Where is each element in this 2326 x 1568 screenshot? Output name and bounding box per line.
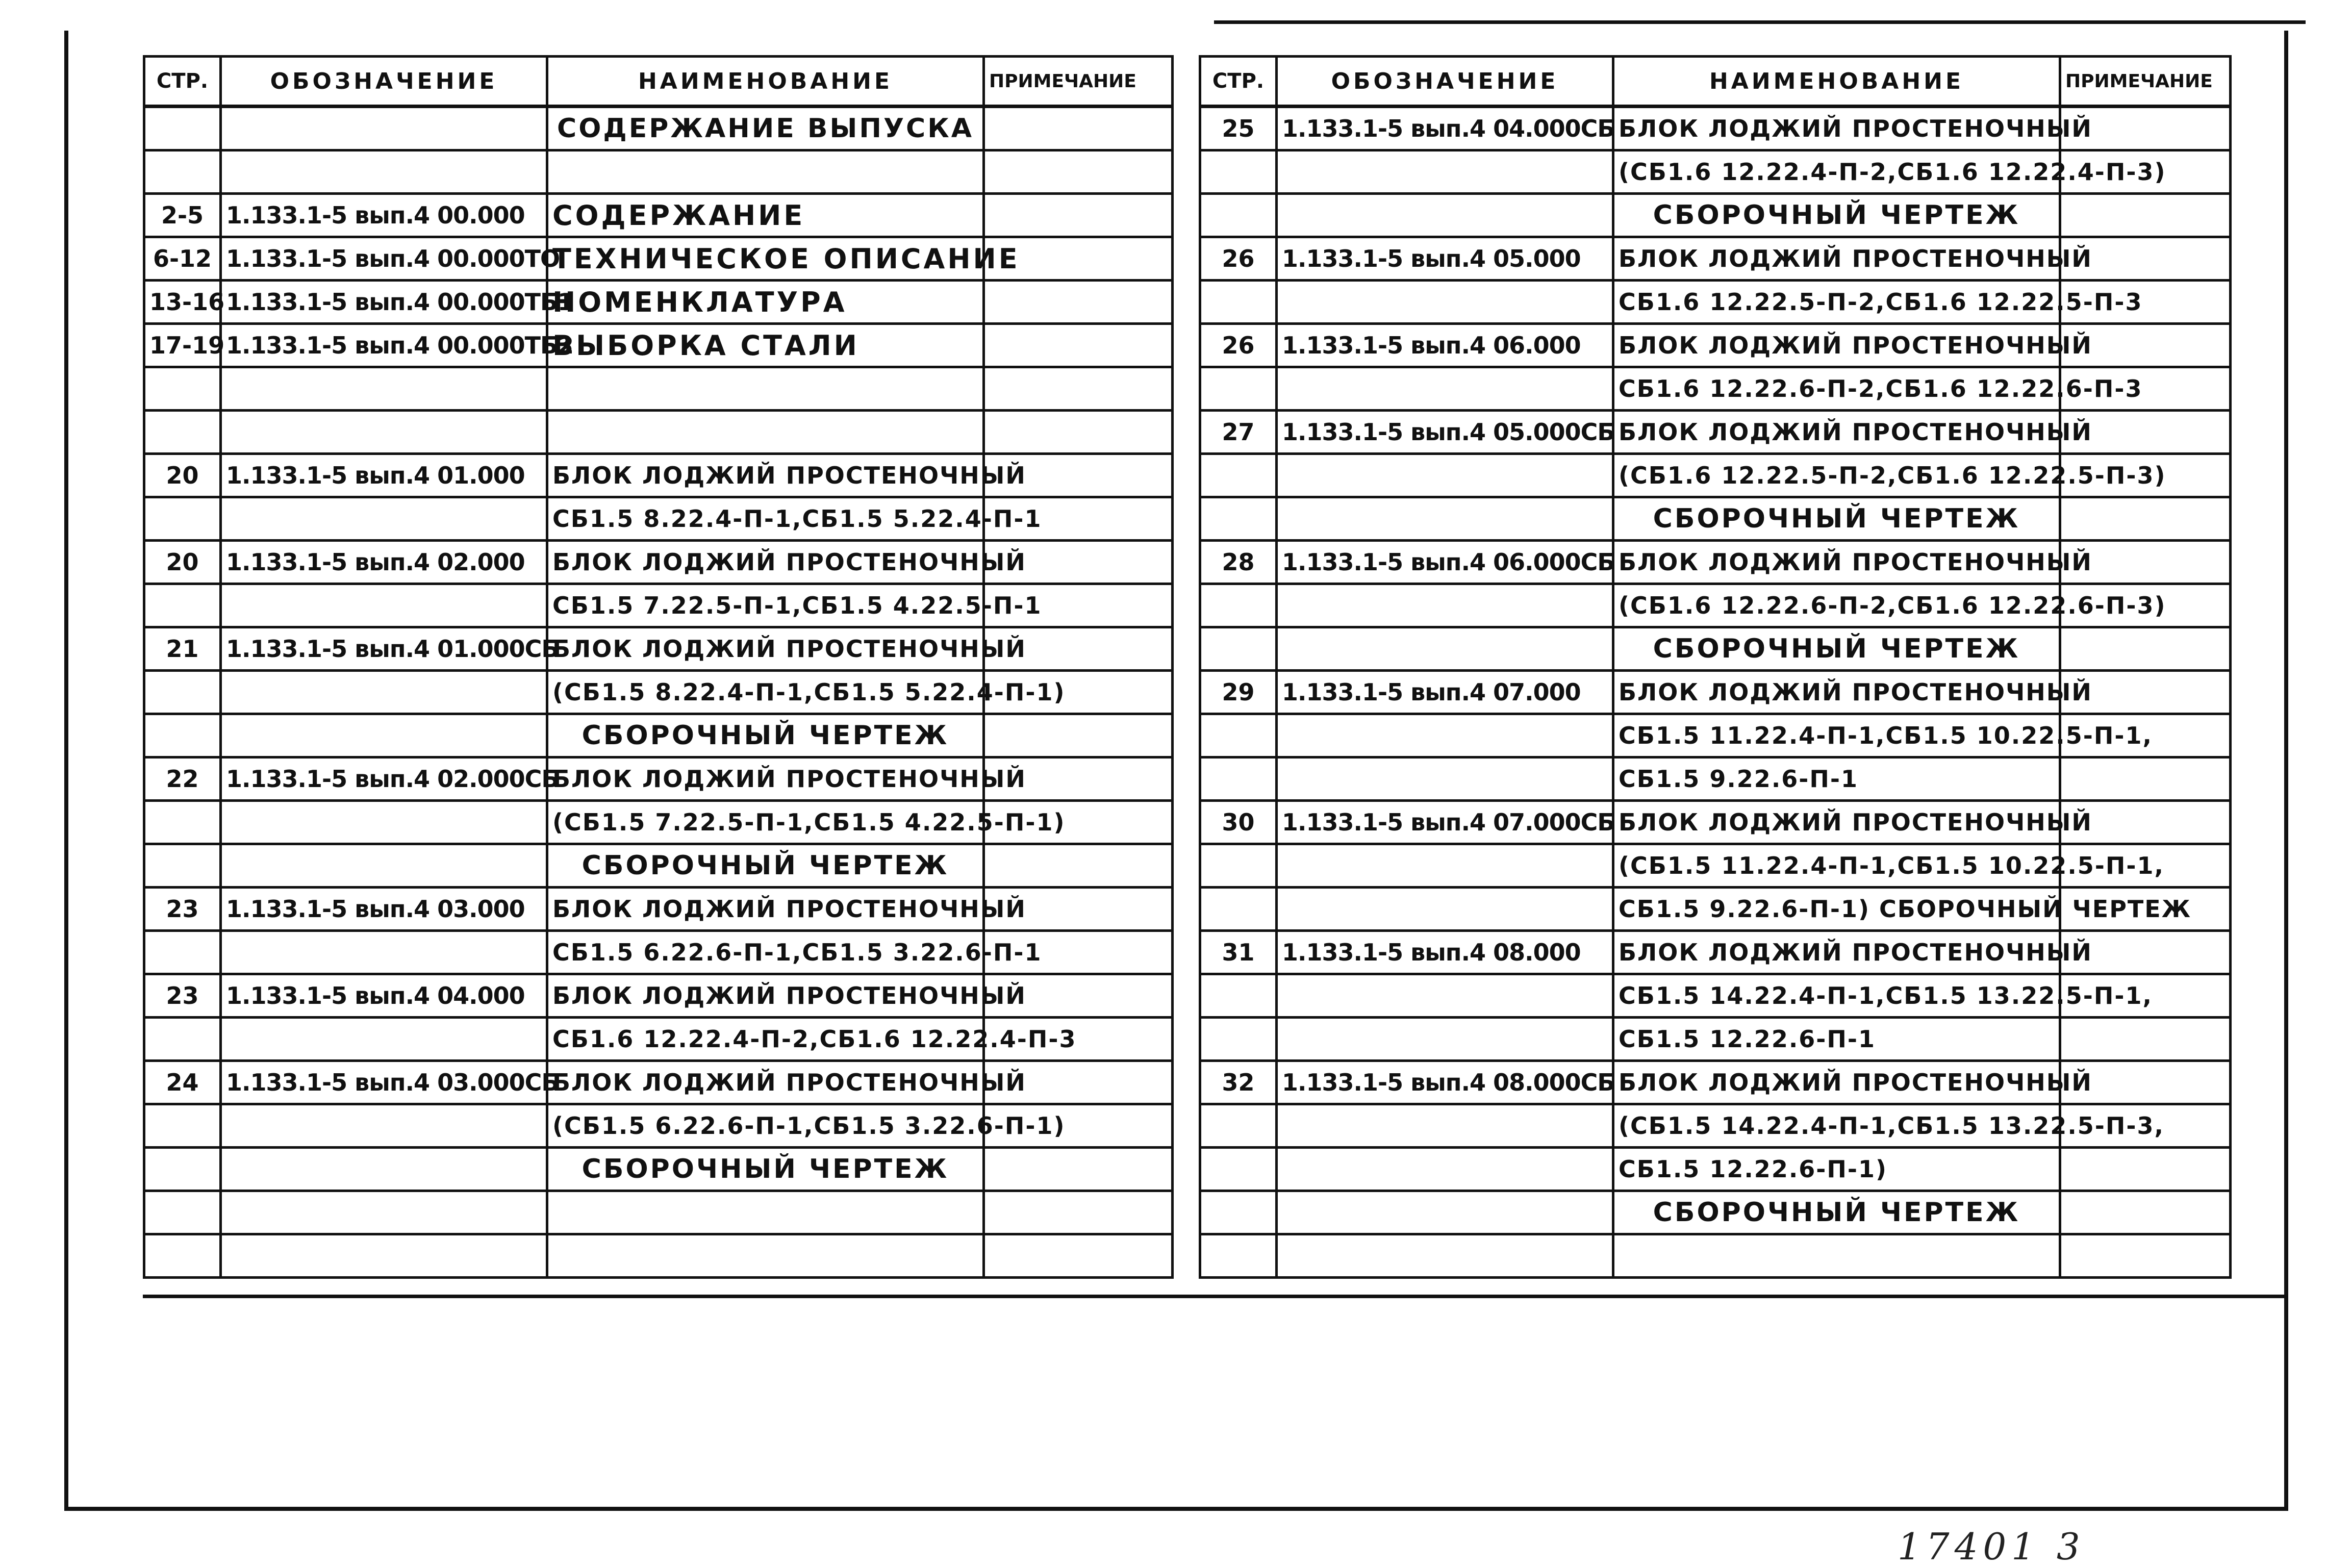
page-cell: [144, 1018, 221, 1061]
designation-cell: 1.133.1-5 вып.4 02.000СБ: [221, 757, 547, 801]
name-cell: ТЕХНИЧЕСКОЕ ОПИСАНИЕ: [547, 237, 984, 281]
page-cell: [144, 844, 221, 888]
note-cell: [984, 844, 1173, 888]
designation-cell: [221, 411, 547, 454]
table-row: [144, 888, 1173, 931]
note-cell: [984, 107, 1173, 150]
name-cell: СБ1.6 12.22.4-П-2,СБ1.6 12.22.4-П-3: [547, 1018, 984, 1061]
page-cell: 27: [1200, 411, 1277, 454]
designation-cell: [1277, 1148, 1613, 1191]
table-row: [1200, 1018, 2231, 1061]
table-row: [144, 194, 1173, 237]
designation-cell: [221, 714, 547, 757]
page-cell: 21: [144, 627, 221, 671]
name-cell: СБОРОЧНЫЙ ЧЕРТЕЖ: [1613, 627, 2060, 671]
table-row: [144, 107, 1173, 150]
header-name: НАИМЕНОВАНИЕ: [547, 57, 984, 107]
designation-cell: [221, 107, 547, 150]
table-row: [1200, 194, 2231, 237]
table-row: [144, 1018, 1173, 1061]
table-row: [144, 584, 1173, 627]
table-row: [1200, 1234, 2231, 1278]
page-cell: 6-12: [144, 237, 221, 281]
table-row: [144, 714, 1173, 757]
page-cell: [144, 584, 221, 627]
note-cell: [984, 714, 1173, 757]
table-row: [144, 1104, 1173, 1148]
designation-cell: [1277, 367, 1613, 411]
name-cell: СБ1.5 9.22.6-П-1: [1613, 757, 2060, 801]
table-row: [144, 1191, 1173, 1234]
name-cell: БЛОК ЛОДЖИЙ ПРОСТЕНОЧНЫЙ: [547, 541, 984, 584]
table-row: [144, 367, 1173, 411]
header-designation: ОБОЗНАЧЕНИЕ: [1277, 57, 1613, 107]
designation-cell: 1.133.1-5 вып.4 01.000: [221, 454, 547, 497]
header-row: [1200, 57, 2231, 107]
page-cell: [144, 497, 221, 541]
table-row: [144, 757, 1173, 801]
name-cell: СБ1.5 9.22.6-П-1) СБОРОЧНЫЙ ЧЕРТЕЖ: [1613, 888, 2060, 931]
designation-cell: 1.133.1-5 вып.4 03.000СБ: [221, 1061, 547, 1104]
table-row: [1200, 584, 2231, 627]
page-cell: [1200, 1191, 1277, 1234]
name-cell: БЛОК ЛОДЖИЙ ПРОСТЕНОЧНЫЙ: [1613, 107, 2060, 150]
designation-cell: [1277, 1191, 1613, 1234]
table-row: [144, 1148, 1173, 1191]
table-row: [144, 844, 1173, 888]
table-row: [144, 497, 1173, 541]
table-row: [1200, 541, 2231, 584]
page-cell: [1200, 281, 1277, 324]
header-designation: ОБОЗНАЧЕНИЕ: [221, 57, 547, 107]
page-cell: 24: [144, 1061, 221, 1104]
page-cell: [144, 714, 221, 757]
header-name: НАИМЕНОВАНИЕ: [1613, 57, 2060, 107]
note-cell: [2060, 757, 2231, 801]
table-row: [1200, 324, 2231, 367]
note-cell: [2060, 1018, 2231, 1061]
name-cell: (СБ1.5 6.22.6-П-1,СБ1.5 3.22.6-П-1): [547, 1104, 984, 1148]
page-cell: [1200, 888, 1277, 931]
page-cell: [144, 671, 221, 714]
page-cell: [1200, 454, 1277, 497]
table-row: [1200, 1191, 2231, 1234]
table-row: [1200, 1148, 2231, 1191]
table-row: [1200, 150, 2231, 194]
table-row: [144, 931, 1173, 974]
designation-cell: [1277, 714, 1613, 757]
name-cell: СБОРОЧНЫЙ ЧЕРТЕЖ: [1613, 1191, 2060, 1234]
designation-cell: [1277, 497, 1613, 541]
page-cell: [144, 1234, 221, 1278]
page-cell: [1200, 1104, 1277, 1148]
name-cell: БЛОК ЛОДЖИЙ ПРОСТЕНОЧНЫЙ: [547, 888, 984, 931]
table-row: [1200, 671, 2231, 714]
name-cell: СБ1.5 8.22.4-П-1,СБ1.5 5.22.4-П-1: [547, 497, 984, 541]
page-cell: [1200, 150, 1277, 194]
designation-cell: 1.133.1-5 вып.4 00.000ТБ2: [221, 324, 547, 367]
name-cell: [547, 1191, 984, 1234]
name-cell: СОДЕРЖАНИЕ: [547, 194, 984, 237]
page-cell: [144, 367, 221, 411]
page-cell: [1200, 1234, 1277, 1278]
page-cell: [144, 1191, 221, 1234]
table-row: [1200, 931, 2231, 974]
page-cell: [1200, 194, 1277, 237]
name-cell: СБ1.5 11.22.4-П-1,СБ1.5 10.22.5-П-1,: [1613, 714, 2060, 757]
page-cell: 26: [1200, 324, 1277, 367]
note-cell: [984, 324, 1173, 367]
page-cell: [144, 107, 221, 150]
page-cell: 22: [144, 757, 221, 801]
table-row: [1200, 714, 2231, 757]
table-row: [144, 281, 1173, 324]
name-cell: [547, 150, 984, 194]
designation-cell: [221, 1148, 547, 1191]
table-row: [144, 541, 1173, 584]
designation-cell: 1.133.1-5 вып.4 07.000СБ: [1277, 801, 1613, 844]
designation-cell: [221, 1018, 547, 1061]
note-cell: [2060, 1234, 2231, 1278]
name-cell: СБ1.5 14.22.4-П-1,СБ1.5 13.22.5-П-1,: [1613, 974, 2060, 1018]
designation-cell: [1277, 194, 1613, 237]
table-row: [144, 150, 1173, 194]
designation-cell: 1.133.1-5 вып.4 04.000: [221, 974, 547, 1018]
table-row: [1200, 107, 2231, 150]
name-cell: БЛОК ЛОДЖИЙ ПРОСТЕНОЧНЫЙ: [547, 757, 984, 801]
designation-cell: [221, 1234, 547, 1278]
name-cell: (СБ1.6 12.22.5-П-2,СБ1.6 12.22.5-П-3): [1613, 454, 2060, 497]
designation-cell: 1.133.1-5 вып.4 03.000: [221, 888, 547, 931]
table-row: [1200, 888, 2231, 931]
table-row: [1200, 411, 2231, 454]
name-cell: ВЫБОРКА СТАЛИ: [547, 324, 984, 367]
table-row: [1200, 757, 2231, 801]
designation-cell: 1.133.1-5 вып.4 07.000: [1277, 671, 1613, 714]
table-row: [144, 411, 1173, 454]
page-cell: 23: [144, 888, 221, 931]
name-cell: БЛОК ЛОДЖИЙ ПРОСТЕНОЧНЫЙ: [1613, 801, 2060, 844]
note-cell: [2060, 1191, 2231, 1234]
name-cell: БЛОК ЛОДЖИЙ ПРОСТЕНОЧНЫЙ: [547, 627, 984, 671]
page-cell: [1200, 627, 1277, 671]
designation-cell: [221, 367, 547, 411]
page-cell: 13-16: [144, 281, 221, 324]
table-row: [1200, 844, 2231, 888]
page-cell: 29: [1200, 671, 1277, 714]
table-row: [144, 237, 1173, 281]
page-cell: [144, 801, 221, 844]
page-cell: 28: [1200, 541, 1277, 584]
name-cell: [547, 367, 984, 411]
contents-rows-right: [1200, 107, 2231, 1278]
note-cell: [984, 281, 1173, 324]
note-cell: [984, 1234, 1173, 1278]
designation-cell: [221, 671, 547, 714]
note-cell: [984, 1191, 1173, 1234]
designation-cell: [1277, 1104, 1613, 1148]
page-cell: [1200, 844, 1277, 888]
page-cell: 30: [1200, 801, 1277, 844]
name-cell: БЛОК ЛОДЖИЙ ПРОСТЕНОЧНЫЙ: [1613, 671, 2060, 714]
page-cell: [144, 1148, 221, 1191]
page-cell: [1200, 584, 1277, 627]
name-cell: СБ1.5 6.22.6-П-1,СБ1.5 3.22.6-П-1: [547, 931, 984, 974]
name-cell: БЛОК ЛОДЖИЙ ПРОСТЕНОЧНЫЙ: [1613, 237, 2060, 281]
page-cell: [144, 150, 221, 194]
header-page: СТР.: [144, 57, 221, 107]
contents-table-left: [143, 55, 1174, 1279]
designation-cell: 1.133.1-5 вып.4 02.000: [221, 541, 547, 584]
note-cell: [984, 411, 1173, 454]
page-cell: [144, 1104, 221, 1148]
name-cell: СОДЕРЖАНИЕ ВЫПУСКА: [547, 107, 984, 150]
table-row: [144, 627, 1173, 671]
designation-cell: [1277, 1018, 1613, 1061]
note-cell: [984, 150, 1173, 194]
note-cell: [984, 367, 1173, 411]
designation-cell: 1.133.1-5 вып.4 04.000СБ: [1277, 107, 1613, 150]
designation-cell: 1.133.1-5 вып.4 06.000: [1277, 324, 1613, 367]
designation-cell: [221, 1191, 547, 1234]
page-cell: [1200, 367, 1277, 411]
designation-cell: [221, 844, 547, 888]
sheet-number: 17401 3: [1898, 1525, 2085, 1568]
name-cell: [547, 411, 984, 454]
note-cell: [2060, 497, 2231, 541]
page-cell: 20: [144, 454, 221, 497]
page-cell: 17-19: [144, 324, 221, 367]
table-row: [1200, 801, 2231, 844]
name-cell: БЛОК ЛОДЖИЙ ПРОСТЕНОЧНЫЙ: [547, 974, 984, 1018]
designation-cell: 1.133.1-5 вып.4 08.000: [1277, 931, 1613, 974]
page-cell: 2-5: [144, 194, 221, 237]
page-cell: 23: [144, 974, 221, 1018]
designation-cell: 1.133.1-5 вып.4 00.000ТБ1: [221, 281, 547, 324]
page-cell: [1200, 1018, 1277, 1061]
name-cell: (СБ1.5 7.22.5-П-1,СБ1.5 4.22.5-П-1): [547, 801, 984, 844]
header-note: ПРИМЕЧАНИЕ: [984, 57, 1173, 107]
contents-table-right: [1199, 55, 2232, 1279]
table-row: [1200, 627, 2231, 671]
note-cell: [2060, 194, 2231, 237]
name-cell: БЛОК ЛОДЖИЙ ПРОСТЕНОЧНЫЙ: [547, 454, 984, 497]
table-row: [1200, 281, 2231, 324]
note-cell: [2060, 1148, 2231, 1191]
header-row: [144, 57, 1173, 107]
page-cell: [144, 411, 221, 454]
page-cell: [1200, 714, 1277, 757]
name-cell: СБ1.5 12.22.6-П-1: [1613, 1018, 2060, 1061]
designation-cell: [221, 497, 547, 541]
header-note: ПРИМЕЧАНИЕ: [2060, 57, 2231, 107]
table-row: [1200, 1061, 2231, 1104]
name-cell: (СБ1.5 8.22.4-П-1,СБ1.5 5.22.4-П-1): [547, 671, 984, 714]
designation-cell: [1277, 1234, 1613, 1278]
designation-cell: [1277, 757, 1613, 801]
page-cell: 20: [144, 541, 221, 584]
page-cell: 32: [1200, 1061, 1277, 1104]
designation-cell: 1.133.1-5 вып.4 00.000ТО: [221, 237, 547, 281]
page-cell: 25: [1200, 107, 1277, 150]
table-row: [1200, 237, 2231, 281]
name-cell: СБОРОЧНЫЙ ЧЕРТЕЖ: [547, 714, 984, 757]
name-cell: (СБ1.6 12.22.6-П-2,СБ1.6 12.22.6-П-3): [1613, 584, 2060, 627]
name-cell: [1613, 1234, 2060, 1278]
page-cell: 31: [1200, 931, 1277, 974]
designation-cell: 1.133.1-5 вып.4 05.000: [1277, 237, 1613, 281]
designation-cell: [1277, 150, 1613, 194]
table-row: [1200, 497, 2231, 541]
page-cell: [1200, 497, 1277, 541]
table-row: [144, 671, 1173, 714]
name-cell: СБ1.5 12.22.6-П-1): [1613, 1148, 2060, 1191]
designation-cell: [221, 1104, 547, 1148]
page-cell: [144, 931, 221, 974]
designation-cell: [221, 931, 547, 974]
name-cell: БЛОК ЛОДЖИЙ ПРОСТЕНОЧНЫЙ: [1613, 1061, 2060, 1104]
table-row: [144, 801, 1173, 844]
designation-cell: [1277, 281, 1613, 324]
name-cell: НОМЕНКЛАТУРА: [547, 281, 984, 324]
designation-cell: [221, 150, 547, 194]
designation-cell: [1277, 454, 1613, 497]
name-cell: БЛОК ЛОДЖИЙ ПРОСТЕНОЧНЫЙ: [1613, 411, 2060, 454]
top-frame-rule: [1214, 20, 2306, 24]
name-cell: СБОРОЧНЫЙ ЧЕРТЕЖ: [547, 844, 984, 888]
designation-cell: [221, 584, 547, 627]
name-cell: (СБ1.5 14.22.4-П-1,СБ1.5 13.22.5-П-3,: [1613, 1104, 2060, 1148]
note-cell: [984, 1148, 1173, 1191]
name-cell: [547, 1234, 984, 1278]
name-cell: БЛОК ЛОДЖИЙ ПРОСТЕНОЧНЫЙ: [547, 1061, 984, 1104]
table-row: [1200, 367, 2231, 411]
name-cell: (СБ1.5 11.22.4-П-1,СБ1.5 10.22.5-П-1,: [1613, 844, 2060, 888]
page-cell: 26: [1200, 237, 1277, 281]
note-cell: [984, 194, 1173, 237]
table-row: [1200, 454, 2231, 497]
page-cell: [1200, 1148, 1277, 1191]
name-cell: (СБ1.6 12.22.4-П-2,СБ1.6 12.22.4-П-3): [1613, 150, 2060, 194]
table-row: [144, 974, 1173, 1018]
designation-cell: [1277, 584, 1613, 627]
contents-rows-left: [144, 107, 1173, 1278]
table-bottom-rule: [143, 1295, 2288, 1298]
table-row: [1200, 974, 2231, 1018]
designation-cell: [1277, 974, 1613, 1018]
header-page: СТР.: [1200, 57, 1277, 107]
designation-cell: [1277, 627, 1613, 671]
designation-cell: 1.133.1-5 вып.4 05.000СБ: [1277, 411, 1613, 454]
note-cell: [2060, 627, 2231, 671]
page-cell: [1200, 757, 1277, 801]
name-cell: БЛОК ЛОДЖИЙ ПРОСТЕНОЧНЫЙ: [1613, 931, 2060, 974]
table-row: [144, 1061, 1173, 1104]
page-cell: [1200, 974, 1277, 1018]
table-row: [144, 324, 1173, 367]
designation-cell: [221, 801, 547, 844]
table-row: [144, 454, 1173, 497]
name-cell: СБОРОЧНЫЙ ЧЕРТЕЖ: [1613, 194, 2060, 237]
designation-cell: [1277, 844, 1613, 888]
name-cell: СБ1.6 12.22.5-П-2,СБ1.6 12.22.5-П-3: [1613, 281, 2060, 324]
name-cell: БЛОК ЛОДЖИЙ ПРОСТЕНОЧНЫЙ: [1613, 541, 2060, 584]
name-cell: СБОРОЧНЫЙ ЧЕРТЕЖ: [547, 1148, 984, 1191]
designation-cell: 1.133.1-5 вып.4 08.000СБ: [1277, 1061, 1613, 1104]
name-cell: СБ1.6 12.22.6-П-2,СБ1.6 12.22.6-П-3: [1613, 367, 2060, 411]
name-cell: СБ1.5 7.22.5-П-1,СБ1.5 4.22.5-П-1: [547, 584, 984, 627]
name-cell: СБОРОЧНЫЙ ЧЕРТЕЖ: [1613, 497, 2060, 541]
designation-cell: 1.133.1-5 вып.4 06.000СБ: [1277, 541, 1613, 584]
name-cell: БЛОК ЛОДЖИЙ ПРОСТЕНОЧНЫЙ: [1613, 324, 2060, 367]
table-row: [1200, 1104, 2231, 1148]
table-row: [144, 1234, 1173, 1278]
designation-cell: 1.133.1-5 вып.4 00.000: [221, 194, 547, 237]
designation-cell: [1277, 888, 1613, 931]
designation-cell: 1.133.1-5 вып.4 01.000СБ: [221, 627, 547, 671]
